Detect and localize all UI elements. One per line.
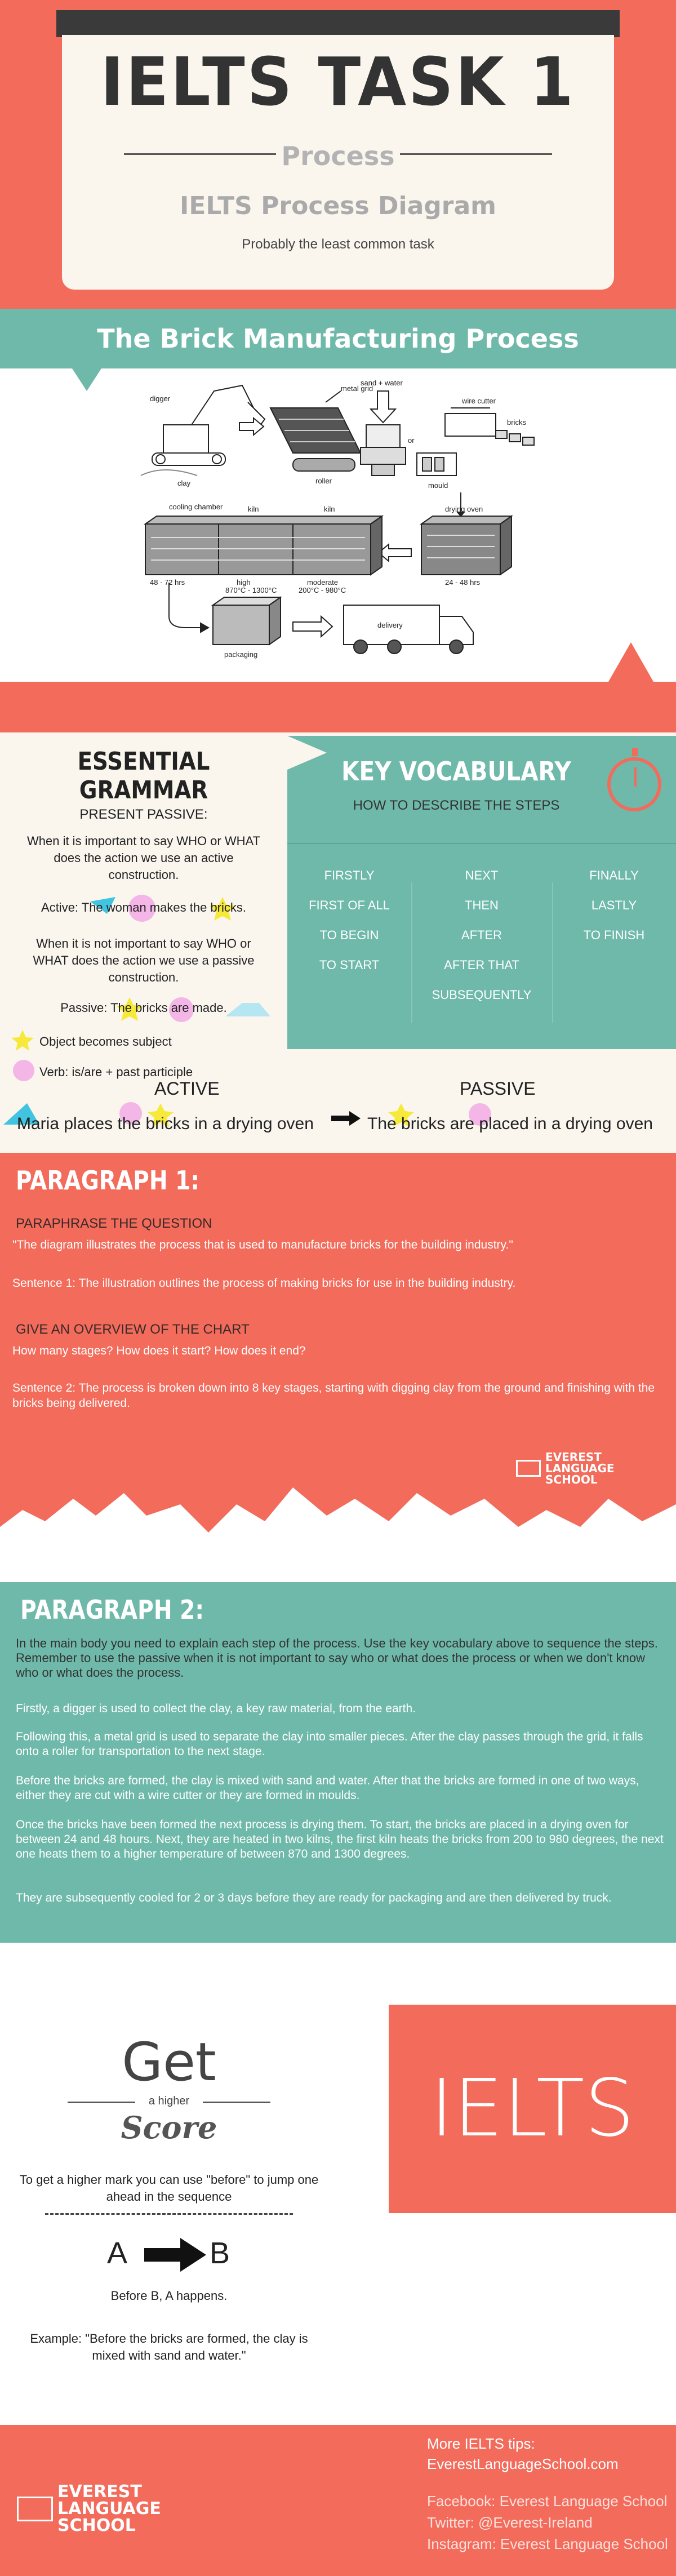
overview-heading: GIVE AN OVERVIEW OF THE CHART — [16, 1322, 250, 1337]
logo-line-3: SCHOOL — [545, 1473, 598, 1486]
header-card — [62, 35, 614, 290]
paragraph-2-step-1: Firstly, a digger is used to collect the clay, a key raw material, from the earth. — [16, 1702, 416, 1715]
vocabulary-divider-1 — [411, 882, 412, 1023]
delivery-truck-icon — [344, 605, 473, 654]
question-quote: "The diagram illustrates the process that is used to manufacture bricks for the building industry." — [12, 1238, 513, 1251]
vocab-to-finish: TO FINISH — [583, 928, 645, 942]
vocab-first-of-all: FIRST OF ALL — [309, 898, 390, 912]
paragraph-2-section — [0, 1582, 676, 1943]
mountain-logo-icon — [516, 1460, 541, 1477]
coral-peak — [608, 642, 653, 682]
grammar-vocab-section — [0, 736, 676, 1153]
paragraph-2-step-2: Following this, a metal grid is used to separate the clay into smaller pieces. After the clay passes through the grid, it falls onto a roller for transportation to the next stage. — [16, 1730, 643, 1758]
page-title: IELTS TASK 1 — [100, 43, 576, 121]
ielts-wordmark: IELTS — [430, 2063, 635, 2155]
coral-divider — [0, 682, 676, 732]
label-cooling-time: 48 - 72 hrs — [150, 578, 185, 587]
passive-sentence: The bricks are placed in a drying oven — [367, 1114, 653, 1133]
paragraph-2-step-5: They are subsequently cooled for 2 or 3 days before they are ready for packaging and are then delivered by truck. — [16, 1891, 612, 1904]
before-tip: To get a higher mark you can use "before" to jump one ahead in the sequence — [19, 2173, 319, 2204]
kiln-chambers-icon — [145, 516, 382, 575]
passive-label: PASSIVE — [460, 1078, 536, 1099]
label-sand-water: sand + water — [361, 379, 403, 387]
sentence-1: Sentence 1: The illustration outlines the process of making bricks for use in the building industry. — [12, 1277, 516, 1290]
label-or: or — [408, 436, 415, 445]
label-cooling-chamber: cooling chamber — [169, 503, 223, 511]
logo-line-2: LANGUAGE — [57, 2499, 161, 2519]
letter-a: A — [107, 2236, 128, 2270]
vocab-then: THEN — [465, 898, 499, 912]
passive-example-row — [0, 992, 287, 1025]
label-roller: roller — [315, 477, 332, 485]
header-bar — [56, 10, 620, 37]
brick-process-illustration — [0, 368, 676, 682]
score-section — [0, 1943, 676, 2410]
drying-oven-icon — [421, 516, 512, 575]
paragraph-2-intro: In the main body you need to explain each step of the process. Use the key vocabulary above to sequence the steps. Remember to use the passive when it is not important to say who or what does the process or when we don't know who or what does the process. — [16, 1636, 658, 1680]
vocab-after-that: AFTER THAT — [444, 958, 519, 972]
label-wire-cutter: wire cutter — [462, 397, 496, 405]
letter-b: B — [210, 2236, 230, 2270]
everest-logo — [17, 2484, 161, 2534]
page-subtitle: Process — [281, 141, 395, 171]
label-packaging: packaging — [224, 650, 258, 659]
grammar-column — [0, 736, 287, 1084]
footer-twitter-link[interactable]: Twitter: @Everest-Ireland — [427, 2514, 593, 2531]
paragraph-2-title: PARAGRAPH 2: — [20, 1595, 204, 1625]
active-label: ACTIVE — [154, 1078, 220, 1099]
vocabulary-title: KEY VOCABULARY — [341, 756, 571, 787]
logo-line-1: EVEREST — [57, 2482, 142, 2502]
grammar-title: ESSENTIAL GRAMMAR — [77, 747, 210, 805]
label-high-temp: 870°C - 1300°C — [225, 586, 277, 594]
packaging-icon — [213, 597, 281, 645]
before-rule: Before B, A happens. — [110, 2289, 228, 2303]
label-kiln-1: kiln — [248, 505, 259, 513]
logo-text — [57, 2484, 161, 2534]
label-kiln-2: kiln — [324, 505, 335, 513]
legend-circle-row — [0, 1059, 287, 1084]
vocab-next: NEXT — [465, 868, 499, 882]
arrow-right-icon — [331, 1111, 361, 1126]
sentence-2: Sentence 2: The process is broken down into 8 key stages, starting with digging clay from the ground and finishing with the bricks being delivered. — [12, 1382, 655, 1410]
paragraph-2-step-3: Before the bricks are formed, the clay is mixed with sand and water. After that the bricks are formed in one of two ways, either they are cut with a wire cutter or they are formed in moulds. — [16, 1774, 639, 1802]
label-moderate: moderate — [307, 578, 338, 587]
vocab-to-start: TO START — [319, 958, 380, 972]
process-diagram — [0, 368, 676, 682]
vocabulary-panel — [287, 736, 676, 1049]
paragraph-1-title: PARAGRAPH 1: — [16, 1165, 200, 1196]
legend-circle-text: Verb: is/are + past participle — [39, 1065, 193, 1079]
band-notch — [72, 368, 101, 391]
before-example: Example: "Before the bricks are formed, the clay is mixed with sand and water." — [30, 2331, 308, 2362]
arrow-right-icon — [144, 2238, 206, 2272]
mixer-icon — [361, 425, 406, 476]
label-delivery: delivery — [377, 621, 403, 629]
active-example: Active: The woman makes the bricks. — [41, 900, 246, 914]
diagram-title-band — [0, 309, 676, 368]
label-drying-oven: drying oven — [445, 505, 483, 513]
label-clay: clay — [177, 479, 191, 487]
legend-star-text: Object becomes subject — [39, 1034, 172, 1049]
vocab-after: AFTER — [461, 928, 502, 942]
active-sentence: Maria places the bricks in a drying oven — [17, 1114, 314, 1133]
overview-questions: How many stages? How does it start? How does it end? — [12, 1344, 306, 1357]
vocab-subsequently: SUBSEQUENTLY — [432, 988, 532, 1002]
label-moderate-temp: 200°C - 980°C — [299, 586, 346, 594]
grammar-subtitle: PRESENT PASSIVE: — [79, 807, 208, 822]
page-heading: IELTS Process Diagram — [179, 192, 497, 220]
footer-facebook-link[interactable]: Facebook: Everest Language School — [427, 2493, 668, 2510]
mountain-silhouette — [0, 1473, 676, 1589]
stopwatch-icon — [607, 757, 661, 811]
logo-line-2: LANGUAGE — [545, 1462, 615, 1475]
paraphrase-heading: PARAPHRASE THE QUESTION — [16, 1216, 212, 1231]
star-icon — [11, 1029, 34, 1051]
vocab-lastly: LASTLY — [591, 898, 637, 912]
legend-star-row — [0, 1029, 287, 1054]
active-example-row — [0, 891, 287, 925]
label-drying-time: 24 - 48 hrs — [445, 578, 481, 587]
logo-line-3: SCHOOL — [57, 2516, 136, 2535]
footer-more-tips: More IELTS tips: — [427, 2435, 535, 2452]
dashed-divider — [45, 2213, 293, 2215]
mountain-logo-icon — [17, 2497, 53, 2521]
page-tagline: Probably the least common task — [242, 237, 434, 252]
circle-icon — [12, 1059, 35, 1082]
footer — [0, 2425, 676, 2576]
label-digger: digger — [150, 394, 171, 403]
passive-example: Passive: The bricks are made. — [60, 1001, 227, 1015]
get-heading: Get — [122, 2032, 216, 2093]
label-bricks: bricks — [507, 418, 526, 427]
diagram-title: The Brick Manufacturing Process — [97, 323, 579, 354]
vocabulary-subtitle: HOW TO DESCRIBE THE STEPS — [353, 798, 560, 813]
vocab-to-begin: TO BEGIN — [319, 928, 379, 942]
vocabulary-rule — [287, 843, 676, 844]
grammar-active-rule: When it is important to say WHO or WHAT does the action we use an active construction. — [26, 834, 260, 882]
score-heading: Score — [121, 2109, 217, 2146]
vocab-firstly: FIRSTLY — [324, 868, 375, 882]
grammar-passive-rule: When it is not important to say WHO or WHAT does the action we use a passive construction. — [33, 936, 255, 984]
metal-grid-icon — [270, 391, 361, 471]
vocab-finally: FINALLY — [589, 868, 639, 882]
logo-line-1: EVEREST — [545, 1450, 602, 1464]
label-mould: mould — [428, 481, 448, 490]
vocabulary-notch — [287, 736, 327, 770]
footer-instagram-link[interactable]: Instagram: Everest Language School — [427, 2535, 668, 2552]
paragraph-2-step-4: Once the bricks have been formed the next process is drying them. To start, the bricks are placed in a drying oven for between 24 and 48 hours. Next, they are heated in two kilns, the first kiln heats the bricks from 200 to 980 degrees, the next one heats them to a higher temperature of between 870 and 1300 degrees. — [16, 1818, 664, 1860]
wire-cutter-icon — [445, 408, 534, 445]
mould-icon — [417, 453, 456, 476]
footer-website-link[interactable]: EverestLanguageSchool.com — [427, 2455, 619, 2472]
a-higher-text: a higher — [148, 2095, 190, 2107]
label-metal-grid: metal grid — [341, 384, 373, 393]
label-high: high — [237, 578, 251, 587]
